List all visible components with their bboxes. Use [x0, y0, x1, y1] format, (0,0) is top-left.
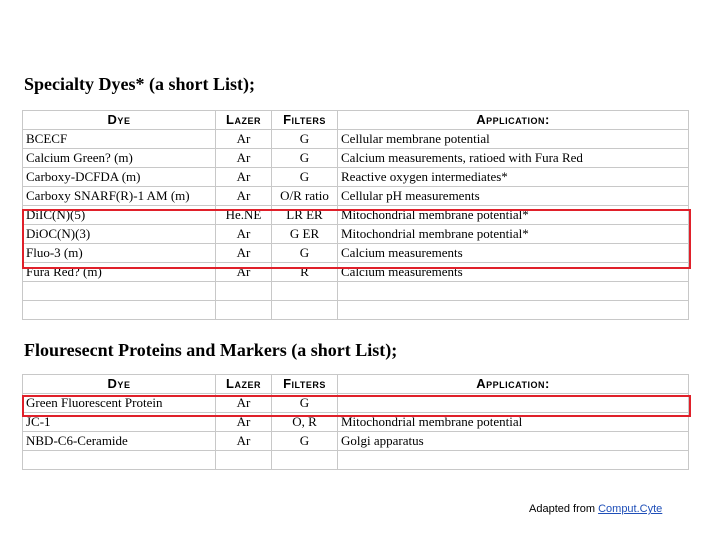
- cell-lazer: [216, 301, 272, 320]
- cell-application: Calcium measurements: [338, 263, 689, 282]
- section-title-fluorescent-proteins: Flouresecnt Proteins and Markers (a short List);: [24, 340, 398, 360]
- header-application: Application:: [338, 111, 689, 130]
- cell-lazer: Ar: [216, 168, 272, 187]
- cell-filters: [272, 301, 338, 320]
- table-row: [23, 282, 689, 301]
- cell-lazer: Ar: [216, 432, 272, 451]
- table-row: [23, 168, 689, 187]
- cell-dye: [23, 451, 216, 470]
- cell-application: Cellular membrane potential: [338, 130, 689, 149]
- table-header-row: [23, 375, 689, 394]
- cell-filters: R: [272, 263, 338, 282]
- table-row: [23, 413, 689, 432]
- table-row: [23, 451, 689, 470]
- cell-filters: G ER: [272, 225, 338, 244]
- table-row: [23, 432, 689, 451]
- cell-application: Calcium measurements: [338, 244, 689, 263]
- table-row: [23, 225, 689, 244]
- cell-lazer: Ar: [216, 130, 272, 149]
- table-row: [23, 130, 689, 149]
- cell-lazer: Ar: [216, 187, 272, 206]
- table-row: [23, 263, 689, 282]
- table-row: [23, 149, 689, 168]
- cell-dye: NBD-C6-Ceramide: [23, 432, 216, 451]
- table-row: [23, 394, 689, 413]
- cell-application: Mitochondrial membrane potential: [338, 413, 689, 432]
- cell-application: Mitochondrial membrane potential*: [338, 206, 689, 225]
- cell-application: [338, 394, 689, 413]
- cell-application: Golgi apparatus: [338, 432, 689, 451]
- header-filters: Filters: [272, 111, 338, 130]
- cell-dye: Carboxy-DCFDA (m): [23, 168, 216, 187]
- cell-lazer: Ar: [216, 149, 272, 168]
- header-application: Application:: [338, 375, 689, 394]
- cell-application: [338, 282, 689, 301]
- cell-dye: [23, 282, 216, 301]
- cell-dye: JC-1: [23, 413, 216, 432]
- credit-line: [529, 503, 662, 515]
- credit-link[interactable]: Comput.Cyte: [598, 503, 663, 515]
- cell-dye: BCECF: [23, 130, 216, 149]
- cell-filters: [272, 451, 338, 470]
- cell-filters: G: [272, 394, 338, 413]
- cell-filters: O/R ratio: [272, 187, 338, 206]
- table-row: [23, 187, 689, 206]
- table-row: [23, 206, 689, 225]
- header-dye: Dye: [23, 375, 216, 394]
- section-title-specialty-dyes: Specialty Dyes* (a short List);: [24, 74, 255, 94]
- cell-application: [338, 301, 689, 320]
- cell-application: [338, 451, 689, 470]
- cell-filters: G: [272, 149, 338, 168]
- cell-filters: G: [272, 130, 338, 149]
- cell-filters: LR ER: [272, 206, 338, 225]
- cell-dye: Fluo-3 (m): [23, 244, 216, 263]
- credit-prefix: Adapted from: [529, 503, 599, 515]
- cell-lazer: Ar: [216, 413, 272, 432]
- cell-dye: Calcium Green? (m): [23, 149, 216, 168]
- cell-filters: [272, 282, 338, 301]
- cell-filters: G: [272, 432, 338, 451]
- table-header-row: [23, 111, 689, 130]
- cell-dye: Green Fluorescent Protein: [23, 394, 216, 413]
- header-dye: Dye: [23, 111, 216, 130]
- cell-dye: Fura Red? (m): [23, 263, 216, 282]
- fluorescent-proteins-table: [22, 374, 689, 470]
- cell-filters: G: [272, 168, 338, 187]
- cell-filters: G: [272, 244, 338, 263]
- cell-lazer: Ar: [216, 225, 272, 244]
- header-lazer: Lazer: [216, 375, 272, 394]
- cell-dye: Carboxy SNARF(R)-1 AM (m): [23, 187, 216, 206]
- cell-lazer: [216, 451, 272, 470]
- cell-application: Calcium measurements, ratioed with Fura Red: [338, 149, 689, 168]
- cell-dye: DiIC(N)(5): [23, 206, 216, 225]
- cell-dye: [23, 301, 216, 320]
- header-lazer: Lazer: [216, 111, 272, 130]
- cell-lazer: [216, 282, 272, 301]
- cell-application: Mitochondrial membrane potential*: [338, 225, 689, 244]
- table-row: [23, 244, 689, 263]
- cell-application: Reactive oxygen intermediates*: [338, 168, 689, 187]
- cell-lazer: He.NE: [216, 206, 272, 225]
- cell-filters: O, R: [272, 413, 338, 432]
- cell-dye: DiOC(N)(3): [23, 225, 216, 244]
- table-row: [23, 301, 689, 320]
- cell-lazer: Ar: [216, 244, 272, 263]
- header-filters: Filters: [272, 375, 338, 394]
- cell-lazer: Ar: [216, 394, 272, 413]
- specialty-dyes-table: [22, 110, 689, 320]
- cell-lazer: Ar: [216, 263, 272, 282]
- cell-application: Cellular pH measurements: [338, 187, 689, 206]
